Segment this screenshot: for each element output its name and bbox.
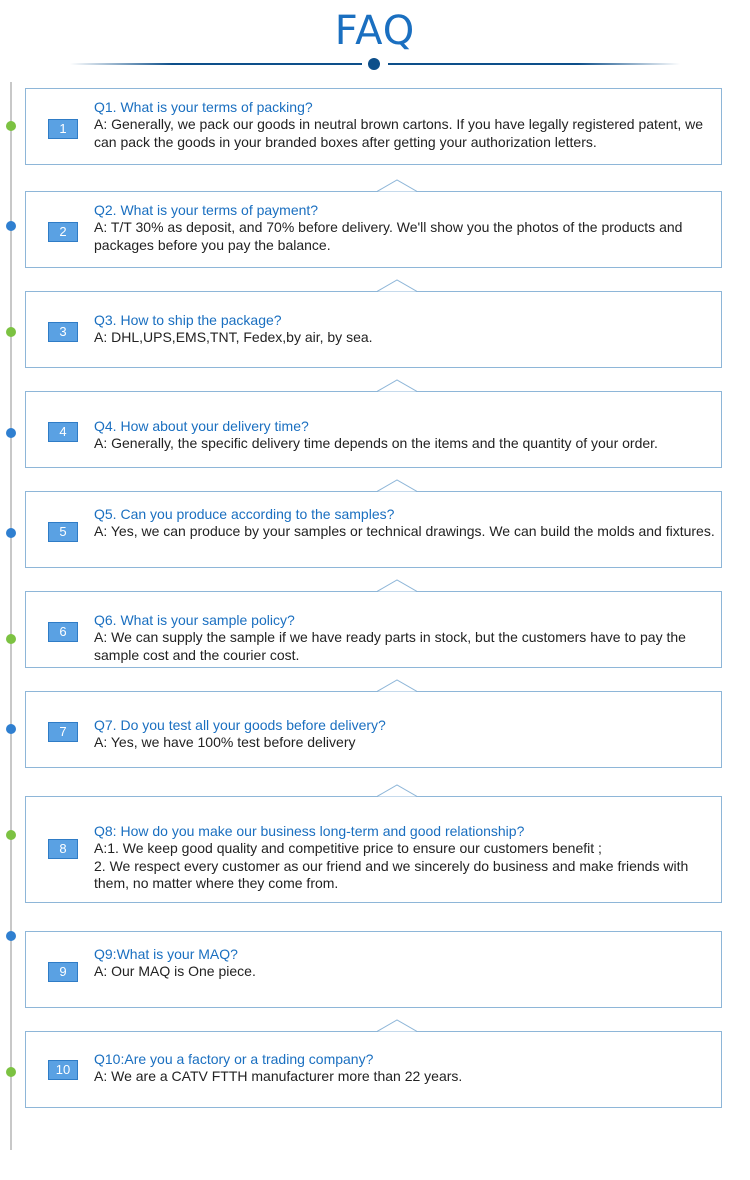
faq-question: Q4. How about your delivery time? xyxy=(94,418,309,434)
card-notch xyxy=(377,279,417,292)
faq-number-badge: 9 xyxy=(48,962,78,982)
faq-answer-continued: 2. We respect every customer as our friend and we sincerely do business and make friends with them, no matter where they come from. xyxy=(94,857,689,891)
faq-number-badge: 3 xyxy=(48,322,78,342)
faq-number-badge: 4 xyxy=(48,422,78,442)
faq-question: Q7. Do you test all your goods before delivery? xyxy=(94,717,386,733)
card-notch xyxy=(377,1019,417,1032)
faq-question: Q9:What is your MAQ? xyxy=(94,946,238,962)
faq-number-badge: 7 xyxy=(48,722,78,742)
card-notch xyxy=(377,379,417,392)
timeline-dot xyxy=(6,327,16,337)
title-rule-left xyxy=(70,63,362,65)
timeline-dot xyxy=(6,221,16,231)
timeline-dot xyxy=(6,428,16,438)
faq-question: Q10:Are you a factory or a trading company? xyxy=(94,1051,374,1067)
title-rule-dot xyxy=(368,58,380,70)
faq-content xyxy=(94,418,717,453)
faq-content xyxy=(94,1051,717,1086)
faq-answer: A: We are a CATV FTTH manufacturer more than 22 years. xyxy=(94,1068,463,1084)
faq-item-6 xyxy=(25,591,722,668)
faq-item-4 xyxy=(25,391,722,468)
faq-item-10 xyxy=(25,1031,722,1108)
faq-answer: A:1. We keep good quality and competitive price to ensure our customers benefit ; xyxy=(94,840,602,856)
faq-number-badge: 5 xyxy=(48,522,78,542)
faq-content xyxy=(94,612,717,664)
timeline-dot xyxy=(6,931,16,941)
timeline-dot xyxy=(6,121,16,131)
timeline-dot xyxy=(6,528,16,538)
faq-item-7 xyxy=(25,691,722,768)
timeline-dot xyxy=(6,724,16,734)
faq-content xyxy=(94,99,717,151)
faq-item-1 xyxy=(25,88,722,165)
timeline-dot xyxy=(6,830,16,840)
card-notch xyxy=(377,679,417,692)
faq-number-badge: 1 xyxy=(48,119,78,139)
faq-answer: A: Generally, the specific delivery time depends on the items and the quantity of your order. xyxy=(94,435,658,451)
faq-answer: A: Our MAQ is One piece. xyxy=(94,963,256,979)
faq-question: Q6. What is your sample policy? xyxy=(94,612,295,628)
faq-number-badge: 2 xyxy=(48,222,78,242)
card-notch xyxy=(377,179,417,192)
faq-question: Q8: How do you make our business long-term and good relationship? xyxy=(94,823,525,839)
faq-content xyxy=(94,312,717,347)
faq-content xyxy=(94,946,717,981)
faq-item-5 xyxy=(25,491,722,568)
faq-number-badge: 10 xyxy=(48,1060,78,1080)
faq-item-9 xyxy=(25,931,722,1008)
timeline-dot xyxy=(6,1067,16,1077)
card-notch xyxy=(377,479,417,492)
faq-content xyxy=(94,823,717,893)
card-notch xyxy=(377,784,417,797)
title-rule-right xyxy=(388,63,680,65)
faq-answer: A: Yes, we have 100% test before delivery xyxy=(94,734,356,750)
faq-content xyxy=(94,202,717,254)
faq-answer: A: DHL,UPS,EMS,TNT, Fedex,by air, by sea. xyxy=(94,329,373,345)
faq-content xyxy=(94,506,717,541)
card-notch xyxy=(377,579,417,592)
faq-question: Q2. What is your terms of payment? xyxy=(94,202,319,218)
faq-item-3 xyxy=(25,291,722,368)
faq-content xyxy=(94,717,717,752)
timeline-line xyxy=(10,82,12,1150)
page-title: FAQ xyxy=(334,8,416,54)
faq-item-2 xyxy=(25,191,722,268)
faq-question: Q1. What is your terms of packing? xyxy=(94,99,313,115)
faq-answer: A: Generally, we pack our goods in neutral brown cartons. If you have legally registered patent, we can pack the goods in your branded boxes after getting your authorization letters. xyxy=(94,116,704,150)
faq-number-badge: 8 xyxy=(48,839,78,859)
faq-answer: A: Yes, we can produce by your samples or technical drawings. We can build the molds and fixtures. xyxy=(94,523,715,539)
faq-answer: A: We can supply the sample if we have ready parts in stock, but the customers have to pay the sample cost and the courier cost. xyxy=(94,629,686,663)
faq-item-8 xyxy=(25,796,722,903)
faq-answer: A: T/T 30% as deposit, and 70% before delivery. We'll show you the photos of the products and packages before you pay the balance. xyxy=(94,219,683,253)
faq-question: Q3. How to ship the package? xyxy=(94,312,282,328)
faq-number-badge: 6 xyxy=(48,622,78,642)
timeline-dot xyxy=(6,634,16,644)
faq-question: Q5. Can you produce according to the samples? xyxy=(94,506,395,522)
